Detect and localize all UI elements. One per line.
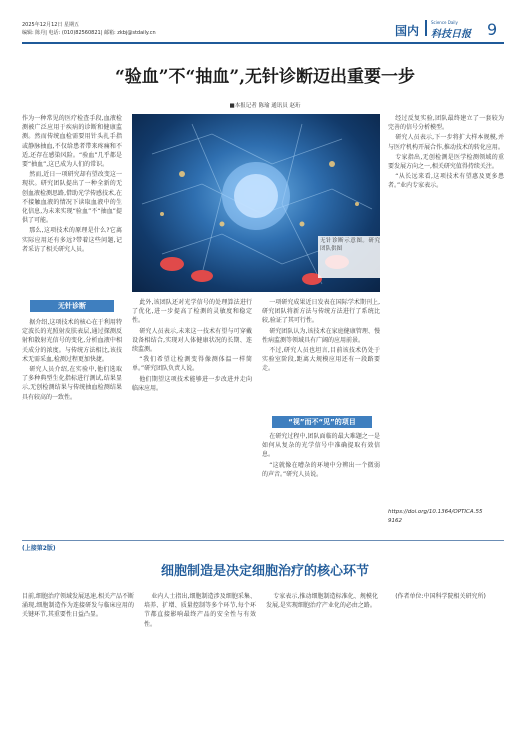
paragraph: (作者单位:中国科学院相关研究所) [395,593,486,600]
paragraph: 研究人员表示,下一步将扩大样本规模,并与医疗机构开展合作,推动技术的转化应用。 [388,134,504,151]
doi-link[interactable]: https://doi.org/10.1364/OPTICA.55 [388,509,483,515]
paragraph: 然而,近日一项研究却有望改变这一现状。研究团队提出了一种全新的无创血液检测思路,借助光学传感技术,在不接触血液的情况下读取血液中的生化信息,为未来实现“验血”不“抽血”提供了可能。 [22,171,122,225]
header-rule [22,42,504,44]
header-contact: 编辑: 陈丹| 电话: (010)82560821| 邮箱: zkbj@stdaily.cn [22,30,156,36]
paragraph: 在研究过程中,团队面临的最大难题之一是如何从复杂的光学信号中准确提取有效信息。 [262,433,380,459]
article2-col1 [22,592,134,722]
masthead-divider [425,20,427,36]
continued-tag: (上接第2版) [22,545,56,552]
paragraph: 研究人员介绍,在实验中,他们选取了多种典型生化指标进行测试,结果显示,无创检测结果与传统抽血检测结果具有较高的一致性。 [22,366,122,401]
paragraph: 业内人士指出,细胞制造涉及细胞采集、培养、扩增、质量控制等多个环节,每个环节都直接影响最终产品的安全性与有效性。 [144,593,256,628]
article1-col4 [388,114,504,506]
article1-byline: ■本报记者 陈瑜 通讯员 赵珩 [229,103,301,109]
paragraph: “这就像在嘈杂的环境中分辨出一个微弱的声音。”研究人员说。 [262,461,380,478]
article1-col3b [262,432,380,532]
paragraph: “我们希望让检测变得像测体温一样简单。”研究团队负责人说。 [132,356,252,373]
subheading-2: “视”而不“见”的项目 [272,416,372,428]
masthead [395,20,503,40]
paragraph: 经过反复实验,团队最终建立了一套较为完善的信号分析模型。 [388,115,504,132]
paper-name: 科技日报 [431,29,471,40]
paragraph: 他们期望这项技术能够进一步改进并走向临床应用。 [132,375,252,392]
paragraph: 那么,这项技术的原理是什么?它离实际应用还有多远?带着这些问题,记者采访了相关研究人员。 [22,227,122,253]
paragraph: 据介绍,这项技术的核心在于利用特定波长的光照射皮肤表层,通过探测反射和散射光信号的变化,分析血液中相关成分的浓度。与传统方法相比,该技术无需采血,检测过程更加快捷。 [22,319,122,363]
article2-col3 [266,592,378,722]
paragraph: 一项研究成果近日发表在国际学术期刊上,研究团队将新方法与传统方法进行了系统比较,验证了其可行性。 [262,299,380,325]
article1-col2 [132,298,252,534]
paper-name-en: Science Daily [431,20,458,25]
paragraph: “从长远来看,这项技术有望惠及更多患者。”业内专家表示。 [388,173,504,190]
page-number: 9 [487,20,498,39]
article1-col1 [22,114,122,298]
header-date: 2025年12月12日 星期五 [22,22,80,28]
article1-title: “验血”不“抽血”,无针诊断迈出重要一步 [114,67,416,87]
doi-link-cont: 9162 [388,518,402,524]
image-caption: 无针诊断示意图。研究团队供图 [318,236,382,278]
paragraph: 不过,研究人员也坦言,目前该技术仍处于实验室阶段,距离大规模应用还有一段路要走。 [262,347,380,373]
article2-title: 细胞制造是决定细胞治疗的核心环节 [160,564,369,579]
paragraph: 研究人员表示,未来这一技术有望与可穿戴设备相结合,实现对人体健康状况的长期、连续监测。 [132,327,252,354]
section-label: 国内 [395,24,420,38]
paragraph: 作为一种常见的医疗检查手段,血液检测被广泛应用于疾病的诊断和健康监测。然而传统血检需要用针头扎手指或静脉抽血,不仅给患者带来疼痛和不适,还存在感染风险。“验血”几乎都是要“抽血”,这已成为人们的常识。 [22,115,122,169]
article2-col2 [144,592,256,722]
paragraph: 此外,该团队还对光学信号的处理算法进行了优化,进一步提高了检测的灵敏度和稳定性。 [132,299,252,325]
paragraph: 研究团队认为,该技术在家庭健康管理、慢性病监测等领域具有广阔的应用前景。 [262,327,380,344]
article1-col1b [22,318,122,528]
article1-col3 [262,298,380,412]
section-divider [22,540,504,541]
paragraph: 目前,细胞治疗领域发展迅速,相关产品不断涌现,细胞制造作为连接研发与临床应用的关键环节,其重要性日益凸显。 [22,593,134,619]
paragraph: 专家表示,推动细胞制造标准化、规模化发展,是实现细胞治疗产业化的必由之路。 [266,593,378,610]
subheading-1: 无针诊断 [30,300,114,312]
article2-col4 [388,592,504,722]
paragraph: 专家指出,无创检测是医学检测领域的重要发展方向之一,相关研究值得持续关注。 [388,153,504,171]
